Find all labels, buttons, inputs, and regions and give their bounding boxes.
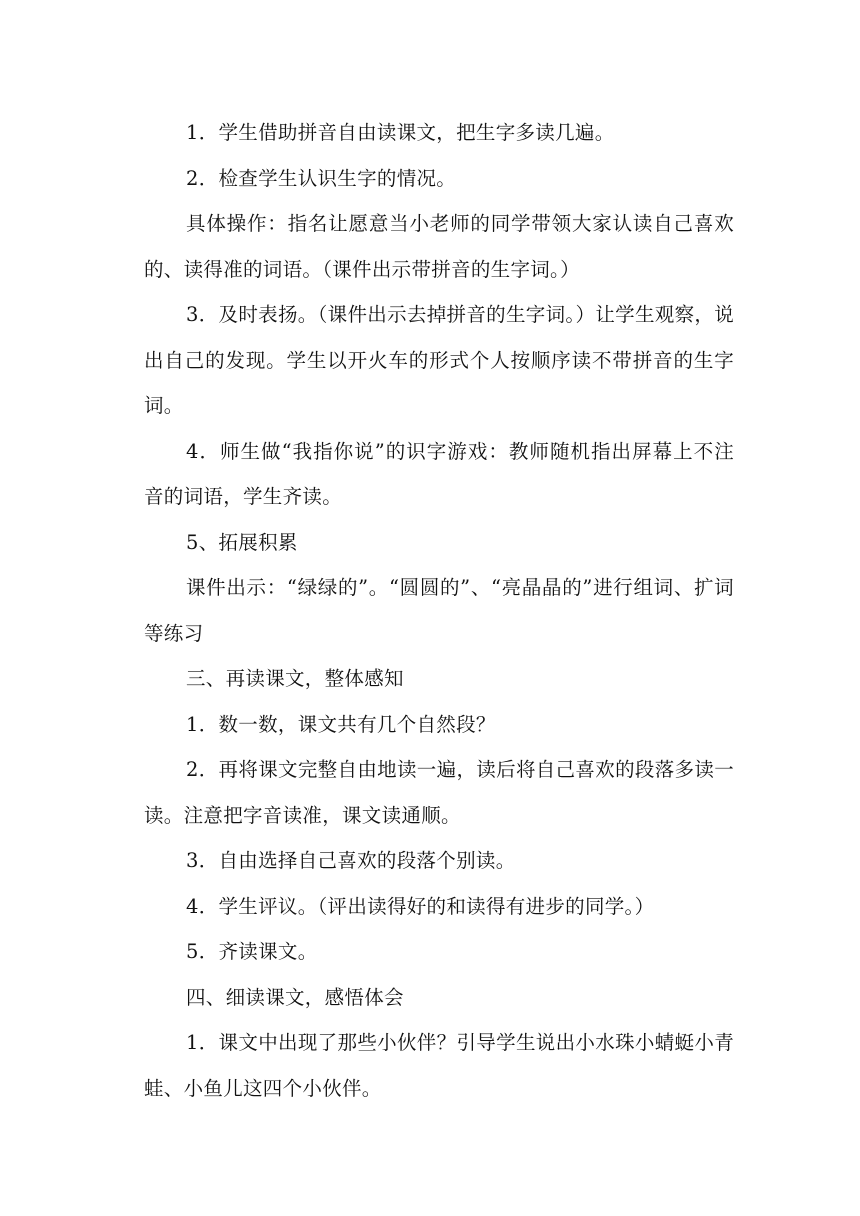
paragraph-step-1-free-reading: 1．学生借助拼音自由读课文，把生字多读几遍。: [186, 121, 615, 144]
section-heading-close-reading: 四、细读课文，感悟体会: [186, 985, 404, 1009]
paragraph-courseware-words: 课件出示：“绿绿的”。“圆圆的”、“亮晶晶的”进行组词、扩词等练习: [144, 576, 734, 645]
paragraph-student-review: 4．学生评议。（评出读得好的和读得有进步的同学。）: [186, 894, 655, 918]
paragraph-count-sections: 1．数一数，课文共有几个自然段？: [186, 712, 496, 736]
paragraph-read-again: 2．再将课文完整自由地读一遍，读后将自己喜欢的段落多读一读。注意把字音读准，课文读通顺。: [144, 758, 734, 827]
paragraph-choose-section: 3．自由选择自己喜欢的段落个别读。: [186, 849, 516, 872]
section-heading-reread: 三、再读课文，整体感知: [186, 667, 404, 690]
paragraph-step-4-game: 4．师生做“我指你说”的识字游戏：教师随机指出屏幕上不注音的词语，学生齐读。: [144, 439, 734, 508]
document-body: [144, 110, 734, 1111]
paragraph-partners: 1．课文中出现了那些小伙伴？引导学生说出小水珠小蜻蜓小青蛙、小鱼儿这四个小伙伴。: [144, 1031, 734, 1100]
paragraph-step-5-expand: 5、拓展积累: [186, 530, 298, 554]
paragraph-concrete-operation: 具体操作：指名让愿意当小老师的同学带领大家认读自己喜欢的、读得准的词语。（课件出示带拼音的生字词。）: [144, 212, 734, 281]
paragraph-read-together: 5．齐读课文。: [186, 940, 318, 963]
paragraph-step-3-praise: 3．及时表扬。（课件出示去掉拼音的生字词。）让学生观察，说出自己的发现。学生以开火车的形式个人按顺序读不带拼音的生字词。: [144, 303, 734, 417]
paragraph-step-2-check-characters: 2．检查学生认识生字的情况。: [186, 166, 457, 190]
